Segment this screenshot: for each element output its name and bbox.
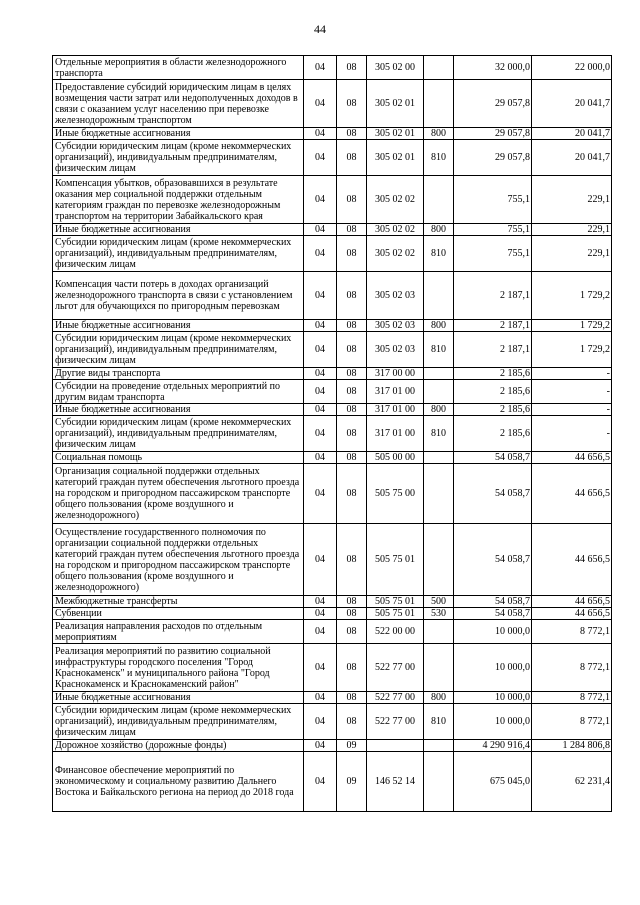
subsection-code-cell: 08 [337, 452, 367, 464]
row-name-cell: Социальная помощь [53, 452, 304, 464]
expense-type-cell: 810 [424, 236, 454, 272]
table-row [53, 224, 612, 236]
subsection-code-cell: 08 [337, 80, 367, 128]
subsection-code-cell: 08 [337, 608, 367, 620]
amount-2-cell: 229,1 [532, 224, 612, 236]
section-code-cell: 04 [304, 416, 337, 452]
expense-type-cell [424, 272, 454, 320]
subsection-code-cell: 08 [337, 128, 367, 140]
target-article-cell: 305 02 01 [367, 140, 424, 176]
section-code-cell: 04 [304, 224, 337, 236]
section-code-cell: 04 [304, 752, 337, 812]
expense-type-cell: 800 [424, 128, 454, 140]
table-row [53, 236, 612, 272]
amount-1-cell: 755,1 [454, 224, 532, 236]
target-article-cell: 305 02 03 [367, 272, 424, 320]
amount-2-cell: 44 656,5 [532, 608, 612, 620]
row-name-cell: Межбюджетные трансферты [53, 596, 304, 608]
row-name-cell: Субсидии юридическим лицам (кроме некоммерческих организаций), индивидуальным предпринимателям, физическим лицам [53, 416, 304, 452]
amount-1-cell: 755,1 [454, 176, 532, 224]
amount-2-cell: 44 656,5 [532, 464, 612, 524]
table-row [53, 608, 612, 620]
section-code-cell: 04 [304, 236, 337, 272]
target-article-cell: 305 02 02 [367, 236, 424, 272]
target-article-cell: 505 75 01 [367, 596, 424, 608]
table-row [53, 368, 612, 380]
table-row [53, 620, 612, 644]
amount-2-cell: - [532, 416, 612, 452]
target-article-cell: 317 01 00 [367, 380, 424, 404]
target-article-cell: 522 77 00 [367, 704, 424, 740]
row-name-cell: Иные бюджетные ассигнования [53, 320, 304, 332]
subsection-code-cell: 08 [337, 464, 367, 524]
row-name-cell: Организация социальной поддержки отдельных категорий граждан путем обеспечения льготного проезда на городском и пригородном пассажирском транспорте общего пользования (кроме воздушного и железнодорожного) [53, 464, 304, 524]
expense-type-cell: 800 [424, 224, 454, 236]
row-name-cell: Финансовое обеспечение мероприятий по экономическому и социальному развитию Дальнего Востока и Байкальского региона на период до 2018 года [53, 752, 304, 812]
row-name-cell: Отдельные мероприятия в области железнодорожного транспорта [53, 56, 304, 80]
section-code-cell: 04 [304, 404, 337, 416]
amount-2-cell: 229,1 [532, 176, 612, 224]
amount-1-cell: 755,1 [454, 236, 532, 272]
amount-2-cell: 44 656,5 [532, 524, 612, 596]
amount-1-cell: 2 185,6 [454, 380, 532, 404]
row-name-cell: Иные бюджетные ассигнования [53, 128, 304, 140]
amount-2-cell: 8 772,1 [532, 704, 612, 740]
table-row [53, 80, 612, 128]
subsection-code-cell: 08 [337, 56, 367, 80]
row-name-cell: Субсидии юридическим лицам (кроме некоммерческих организаций), индивидуальным предпринимателям, физическим лицам [53, 236, 304, 272]
expense-type-cell [424, 524, 454, 596]
subsection-code-cell: 08 [337, 140, 367, 176]
amount-1-cell: 2 185,6 [454, 416, 532, 452]
amount-1-cell: 2 187,1 [454, 272, 532, 320]
subsection-code-cell: 08 [337, 236, 367, 272]
section-code-cell: 04 [304, 368, 337, 380]
table-row [53, 740, 612, 752]
subsection-code-cell: 09 [337, 752, 367, 812]
table-body [53, 56, 612, 812]
target-article-cell: 146 52 14 [367, 752, 424, 812]
target-article-cell: 522 00 00 [367, 620, 424, 644]
amount-1-cell: 4 290 916,4 [454, 740, 532, 752]
section-code-cell: 04 [304, 128, 337, 140]
amount-1-cell: 54 058,7 [454, 608, 532, 620]
amount-1-cell: 10 000,0 [454, 644, 532, 692]
amount-2-cell: 8 772,1 [532, 692, 612, 704]
amount-1-cell: 32 000,0 [454, 56, 532, 80]
amount-1-cell: 2 187,1 [454, 332, 532, 368]
target-article-cell: 305 02 03 [367, 320, 424, 332]
target-article-cell: 522 77 00 [367, 692, 424, 704]
subsection-code-cell: 08 [337, 644, 367, 692]
table-row [53, 128, 612, 140]
row-name-cell: Предоставление субсидий юридическим лицам в целях возмещения части затрат или недополученных доходов в связи с оказанием услуг населению при перевозке железнодорожным транспортом [53, 80, 304, 128]
subsection-code-cell: 08 [337, 416, 367, 452]
target-article-cell: 305 02 03 [367, 332, 424, 368]
section-code-cell: 04 [304, 692, 337, 704]
budget-table [52, 55, 612, 812]
table-row [53, 644, 612, 692]
subsection-code-cell: 08 [337, 524, 367, 596]
table-row [53, 56, 612, 80]
target-article-cell: 522 77 00 [367, 644, 424, 692]
amount-1-cell: 29 057,8 [454, 128, 532, 140]
amount-2-cell: 20 041,7 [532, 140, 612, 176]
section-code-cell: 04 [304, 740, 337, 752]
table-row [53, 464, 612, 524]
target-article-cell: 317 00 00 [367, 368, 424, 380]
section-code-cell: 04 [304, 380, 337, 404]
amount-1-cell: 2 187,1 [454, 320, 532, 332]
amount-2-cell: - [532, 404, 612, 416]
section-code-cell: 04 [304, 464, 337, 524]
expense-type-cell: 530 [424, 608, 454, 620]
row-name-cell: Субсидии юридическим лицам (кроме некоммерческих организаций), индивидуальным предпринимателям, физическим лицам [53, 704, 304, 740]
amount-1-cell: 10 000,0 [454, 692, 532, 704]
section-code-cell: 04 [304, 524, 337, 596]
table-row [53, 272, 612, 320]
row-name-cell: Реализация направления расходов по отдельным мероприятиям [53, 620, 304, 644]
table-row [53, 176, 612, 224]
expense-type-cell [424, 56, 454, 80]
amount-2-cell: 1 729,2 [532, 332, 612, 368]
expense-type-cell [424, 464, 454, 524]
section-code-cell: 04 [304, 80, 337, 128]
target-article-cell: 305 02 02 [367, 224, 424, 236]
expense-type-cell: 810 [424, 332, 454, 368]
subsection-code-cell: 08 [337, 704, 367, 740]
section-code-cell: 04 [304, 176, 337, 224]
amount-1-cell: 54 058,7 [454, 524, 532, 596]
row-name-cell: Осуществление государственного полномочия по организации социальной поддержки отдельных категорий граждан путем обеспечения льготного проезда на городском и пригородном пассажирском транспорте общего пользования (кроме воздушного и железнодорожного) [53, 524, 304, 596]
amount-1-cell: 2 185,6 [454, 404, 532, 416]
amount-2-cell: 20 041,7 [532, 80, 612, 128]
expense-type-cell: 810 [424, 416, 454, 452]
subsection-code-cell: 08 [337, 620, 367, 644]
amount-2-cell: - [532, 368, 612, 380]
subsection-code-cell: 08 [337, 272, 367, 320]
target-article-cell: 305 02 01 [367, 128, 424, 140]
expense-type-cell: 800 [424, 320, 454, 332]
section-code-cell: 04 [304, 320, 337, 332]
amount-2-cell: 8 772,1 [532, 644, 612, 692]
amount-1-cell: 54 058,7 [454, 464, 532, 524]
amount-2-cell: - [532, 380, 612, 404]
expense-type-cell: 500 [424, 596, 454, 608]
page-number: 44 [314, 22, 326, 36]
expense-type-cell [424, 752, 454, 812]
subsection-code-cell: 08 [337, 596, 367, 608]
target-article-cell: 317 01 00 [367, 404, 424, 416]
amount-1-cell: 10 000,0 [454, 704, 532, 740]
expense-type-cell [424, 620, 454, 644]
row-name-cell: Реализация мероприятий по развитию социальной инфраструктуры городского поселения "Город Краснокаменск" и муниципального района "Город Краснокаменск и Краснокаменский район" [53, 644, 304, 692]
row-name-cell: Субвенции [53, 608, 304, 620]
table-row [53, 692, 612, 704]
target-article-cell: 505 75 00 [367, 464, 424, 524]
expense-type-cell [424, 176, 454, 224]
row-name-cell: Иные бюджетные ассигнования [53, 404, 304, 416]
target-article-cell: 505 00 00 [367, 452, 424, 464]
amount-1-cell: 29 057,8 [454, 140, 532, 176]
subsection-code-cell: 08 [337, 380, 367, 404]
target-article-cell [367, 740, 424, 752]
expense-type-cell [424, 80, 454, 128]
row-name-cell: Иные бюджетные ассигнования [53, 224, 304, 236]
section-code-cell: 04 [304, 704, 337, 740]
amount-2-cell: 44 656,5 [532, 452, 612, 464]
amount-1-cell: 54 058,7 [454, 596, 532, 608]
target-article-cell: 505 75 01 [367, 608, 424, 620]
section-code-cell: 04 [304, 644, 337, 692]
target-article-cell: 305 02 02 [367, 176, 424, 224]
expense-type-cell: 800 [424, 692, 454, 704]
subsection-code-cell: 08 [337, 692, 367, 704]
amount-2-cell: 229,1 [532, 236, 612, 272]
subsection-code-cell: 08 [337, 368, 367, 380]
amount-2-cell: 62 231,4 [532, 752, 612, 812]
row-name-cell: Субсидии юридическим лицам (кроме некоммерческих организаций), индивидуальным предпринимателям, физическим лицам [53, 332, 304, 368]
row-name-cell: Компенсация убытков, образовавшихся в результате оказания мер социальной поддержки отдельным категориям граждан по перевозке железнодорожным транспортом на территории Забайкальского края [53, 176, 304, 224]
section-code-cell: 04 [304, 620, 337, 644]
table-row [53, 320, 612, 332]
amount-2-cell: 22 000,0 [532, 56, 612, 80]
table-row [53, 452, 612, 464]
amount-1-cell: 2 185,6 [454, 368, 532, 380]
target-article-cell: 305 02 01 [367, 80, 424, 128]
expense-type-cell [424, 380, 454, 404]
amount-1-cell: 29 057,8 [454, 80, 532, 128]
table-row [53, 524, 612, 596]
section-code-cell: 04 [304, 272, 337, 320]
expense-type-cell [424, 644, 454, 692]
expense-type-cell: 800 [424, 404, 454, 416]
section-code-cell: 04 [304, 332, 337, 368]
amount-2-cell: 8 772,1 [532, 620, 612, 644]
table-row [53, 752, 612, 812]
table-row [53, 596, 612, 608]
section-code-cell: 04 [304, 452, 337, 464]
table-row [53, 140, 612, 176]
table-row [53, 704, 612, 740]
section-code-cell: 04 [304, 608, 337, 620]
table-row [53, 404, 612, 416]
row-name-cell: Компенсация части потерь в доходах организаций железнодорожного транспорта в связи с установлением льгот для обучающихся по пригородным перевозкам [53, 272, 304, 320]
expense-type-cell: 810 [424, 140, 454, 176]
section-code-cell: 04 [304, 140, 337, 176]
expense-type-cell [424, 368, 454, 380]
table-row [53, 416, 612, 452]
expense-type-cell [424, 452, 454, 464]
table-row [53, 380, 612, 404]
amount-2-cell: 1 284 806,8 [532, 740, 612, 752]
amount-1-cell: 10 000,0 [454, 620, 532, 644]
subsection-code-cell: 09 [337, 740, 367, 752]
row-name-cell: Дорожное хозяйство (дорожные фонды) [53, 740, 304, 752]
row-name-cell: Субсидии на проведение отдельных мероприятий по другим видам транспорта [53, 380, 304, 404]
subsection-code-cell: 08 [337, 332, 367, 368]
section-code-cell: 04 [304, 596, 337, 608]
expense-type-cell [424, 740, 454, 752]
expense-type-cell: 810 [424, 704, 454, 740]
target-article-cell: 317 01 00 [367, 416, 424, 452]
subsection-code-cell: 08 [337, 224, 367, 236]
amount-2-cell: 44 656,5 [532, 596, 612, 608]
amount-2-cell: 1 729,2 [532, 320, 612, 332]
amount-2-cell: 20 041,7 [532, 128, 612, 140]
target-article-cell: 305 02 00 [367, 56, 424, 80]
section-code-cell: 04 [304, 56, 337, 80]
amount-1-cell: 675 045,0 [454, 752, 532, 812]
row-name-cell: Субсидии юридическим лицам (кроме некоммерческих организаций), индивидуальным предпринимателям, физическим лицам [53, 140, 304, 176]
subsection-code-cell: 08 [337, 404, 367, 416]
row-name-cell: Иные бюджетные ассигнования [53, 692, 304, 704]
subsection-code-cell: 08 [337, 176, 367, 224]
table-row [53, 332, 612, 368]
amount-1-cell: 54 058,7 [454, 452, 532, 464]
subsection-code-cell: 08 [337, 320, 367, 332]
amount-2-cell: 1 729,2 [532, 272, 612, 320]
row-name-cell: Другие виды транспорта [53, 368, 304, 380]
target-article-cell: 505 75 01 [367, 524, 424, 596]
